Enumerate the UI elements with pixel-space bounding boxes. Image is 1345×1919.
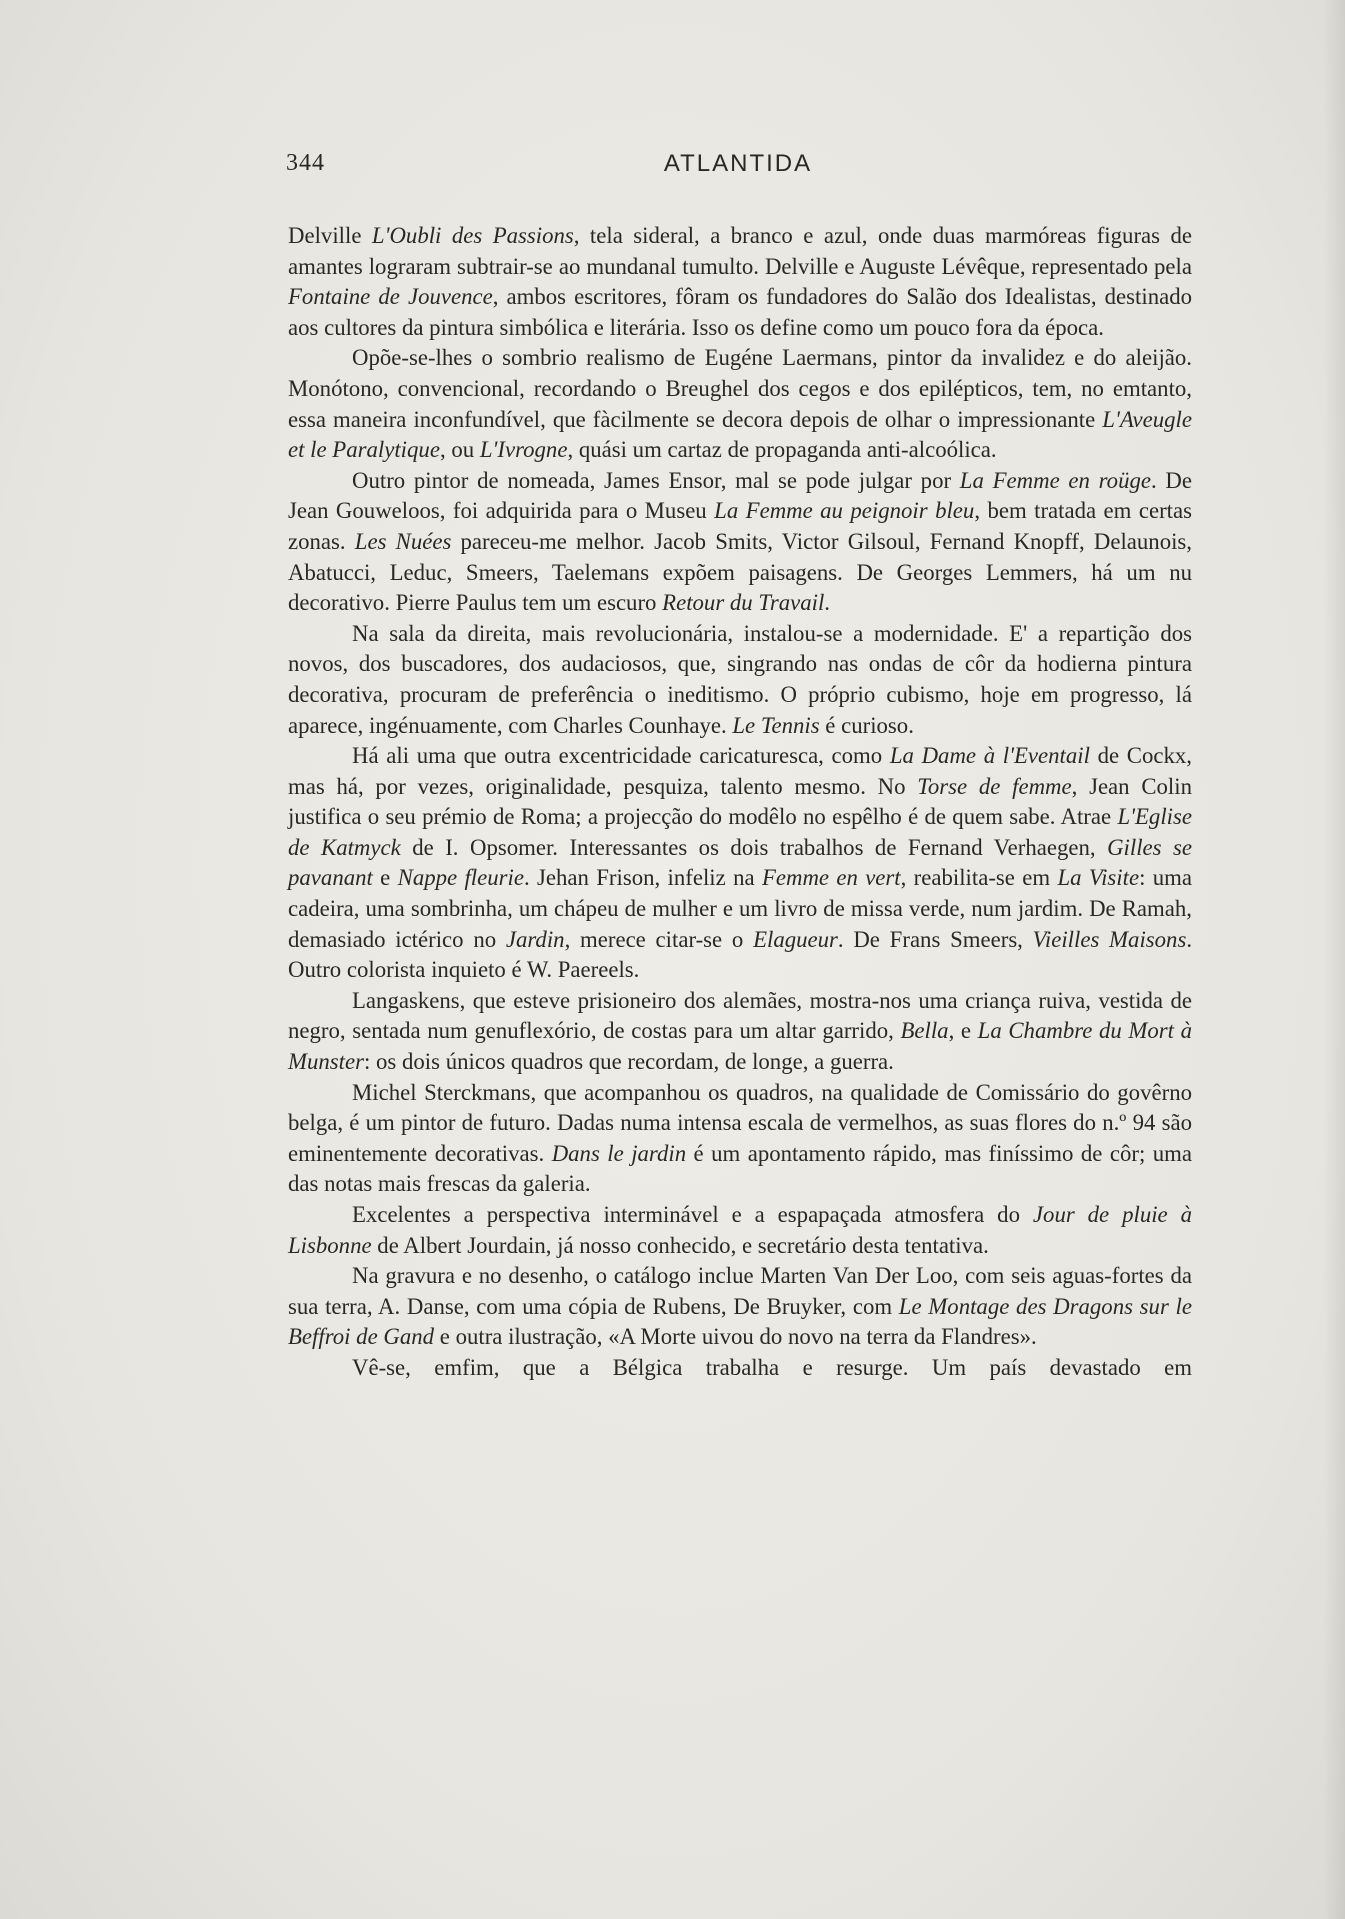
text-run: . <box>824 590 830 616</box>
text-run: Langaskens, que esteve prisioneiro dos alemães, mostra-nos uma criança ruiva, vestida de negro, sentada num genuflexório, de costas para um altar garrido, <box>288 987 1192 1044</box>
text-run: Na sala da direita, mais revolucionária, instalou-se a modernidade. E' a repartição dos novos, dos buscadores, dos audaciosos, que, singrando nas ondas de côr da hodierna pintura decorativa, procuram de preferência o ineditismo. O próprio cubismo, hoje em progresso, lá aparece, ingénuamente, com Charles Counhaye. <box>288 620 1192 738</box>
italic-title: Gilles se pavanant <box>288 834 1192 891</box>
italic-title: L'Oubli des Passions <box>371 223 574 248</box>
paragraph <box>288 1200 1192 1261</box>
text-run: , e <box>948 1018 978 1044</box>
italic-title: La Visite <box>1057 865 1140 891</box>
italic-title: Torse de femme <box>917 773 1072 799</box>
text-run: de Cockx, mas há, por vezes, originalidade, pesquiza, talento mesmo. No <box>288 743 1192 799</box>
text-run: , Jean Colin justifica o seu prémio de Roma; a projecção do modêlo no espêlho é de quem sabe. Atrae <box>288 773 1192 830</box>
italic-title: Jardin <box>505 926 565 952</box>
text-run: e outra ilustração, «A Morte uivou do novo na terra da Flandres». <box>434 1324 1037 1350</box>
text-run: . De Jean Gouweloos, foi adquirida para o Museu <box>288 467 1192 524</box>
text-run: , merece citar-se o <box>564 926 754 952</box>
italic-title: Elagueur <box>753 926 838 952</box>
italic-title: L'Eglise de Katmyck <box>288 804 1192 860</box>
text-run: Vê-se, emfim, que a Bélgica trabalha e resurge. Um país devastado em <box>352 1354 1192 1380</box>
running-title: ATLANTIDA <box>663 150 813 177</box>
paragraph <box>288 1078 1192 1200</box>
page-number: 344 <box>286 150 325 176</box>
italic-title: Jour de pluie à Lisbonne <box>288 1202 1192 1258</box>
text-run: Na gravura e no desenho, o catálogo inclue Marten Van Der Loo, com seis aguas-fortes da sua terra, A. Danse, com uma cópia de Rubens, De Bruyker, com <box>288 1263 1192 1319</box>
paragraph <box>288 986 1192 1078</box>
italic-title: L'Aveugle et le Paralytique <box>288 406 1192 463</box>
text-run: e <box>372 865 398 891</box>
text-run: , tela sideral, a branco e azul, onde duas marmóreas figuras de amantes lograram subtrair-se ao mundanal tumulto. Delville e Auguste Lévêque, representado pela <box>288 223 1192 279</box>
italic-title: La Femme en roüge <box>959 467 1151 493</box>
text-run: , bem tratada em certas zonas. <box>288 498 1192 554</box>
text-run: Outro pintor de nomeada, James Ensor, mal se pode julgar por <box>352 467 960 493</box>
italic-title: Bella <box>900 1018 949 1044</box>
text-run: de I. Opsomer. Interessantes os dois trabalhos de Fernand Verhaegen, <box>400 834 1108 860</box>
italic-title: L'Ivrogne <box>479 437 568 463</box>
italic-title: Vieilles Maisons <box>1032 926 1187 952</box>
italic-title: Retour du Travail <box>662 590 825 616</box>
italic-title: La Dame à l'Eventail <box>889 743 1090 769</box>
text-run: . Jehan Frison, infeliz na <box>523 865 762 891</box>
text-run: Michel Sterckmans, que acompanhou os quadros, na qualidade de Comissário do govêrno belga, é um pintor de futuro. Dadas numa intensa escala de vermelhos, as suas flores do n.º 94 são eminentemente decorativas. <box>288 1079 1192 1166</box>
article-body <box>288 221 1192 1384</box>
italic-title: La Femme au peignoir bleu <box>714 498 975 524</box>
paragraph <box>288 1353 1192 1384</box>
italic-title: Femme en vert <box>761 865 901 891</box>
text-run: . De Frans Smeers, <box>837 926 1033 952</box>
paragraph <box>288 1261 1192 1353</box>
page-header <box>286 150 1190 180</box>
text-run: pareceu-me melhor. Jacob Smits, Victor Gilsoul, Fernand Knopff, Delaunois, Abatucci, Leduc, Smeers, Taelemans expõem paisagens. De Georges Lemmers, há um nu decorativo. Pierre Paulus tem um escuro <box>288 528 1192 616</box>
text-run: é um apontamento rápido, mas finíssimo de côr; uma das notas mais frescas da galeria. <box>288 1140 1192 1197</box>
text-run: Há ali uma que outra excentricidade caricaturesca, como <box>352 743 890 769</box>
italic-title: Le Montage des Dragons sur le Beffroi de Gand <box>288 1293 1192 1350</box>
text-run: , quási um cartaz de propaganda anti-alcoólica. <box>567 437 997 463</box>
text-run: é curioso. <box>819 712 914 738</box>
text-run: . Outro colorista inquieto é W. Paereels. <box>288 926 1193 983</box>
text-run: , reabilita-se em <box>900 865 1058 891</box>
paragraph <box>288 741 1192 986</box>
text-run: Opõe-se-lhes o sombrio realismo de Eugéne Laermans, pintor da invalidez e do aleijão. Monótono, convencional, recordando o Breughel dos cegos e dos epilépticos, tem, no emtanto, essa maneira inconfundível, que fàcilmente se decora depois de olhar o impressionante <box>288 345 1192 432</box>
italic-title: Le Tennis <box>732 712 820 738</box>
text-run: , ambos escritores, fôram os fundadores do Salão dos Idealistas, destinado aos cultores da pintura simbólica e literária. Isso os define como um pouco fora da época. <box>288 284 1193 340</box>
text-run: : os dois únicos quadros que recordam, de longe, a guerra. <box>363 1049 894 1075</box>
paragraph <box>288 343 1192 465</box>
paragraph <box>288 466 1192 619</box>
italic-title: Nappe fleurie <box>397 865 524 891</box>
italic-title: Les Nuées <box>354 528 452 554</box>
paragraph <box>288 619 1192 741</box>
italic-title: Dans le jardin <box>551 1140 687 1166</box>
italic-title: La Chambre du Mort à Munster <box>288 1018 1193 1075</box>
paragraph <box>288 221 1192 343</box>
text-run: , ou <box>439 437 480 463</box>
text-run: Excelentes a perspectiva interminável e a espapaçada atmosfera do <box>352 1202 1033 1227</box>
text-run: : uma cadeira, uma sombrinha, um chápeu de mulher e um livro de missa verde, num jardim. De Ramah, demasiado ictérico no <box>288 865 1192 952</box>
italic-title: Fontaine de Jouvence <box>288 284 493 310</box>
text-run: de Albert Jourdain, já nosso conhecido, e secretário desta tentativa. <box>371 1232 989 1258</box>
text-run: Delville <box>288 223 372 248</box>
